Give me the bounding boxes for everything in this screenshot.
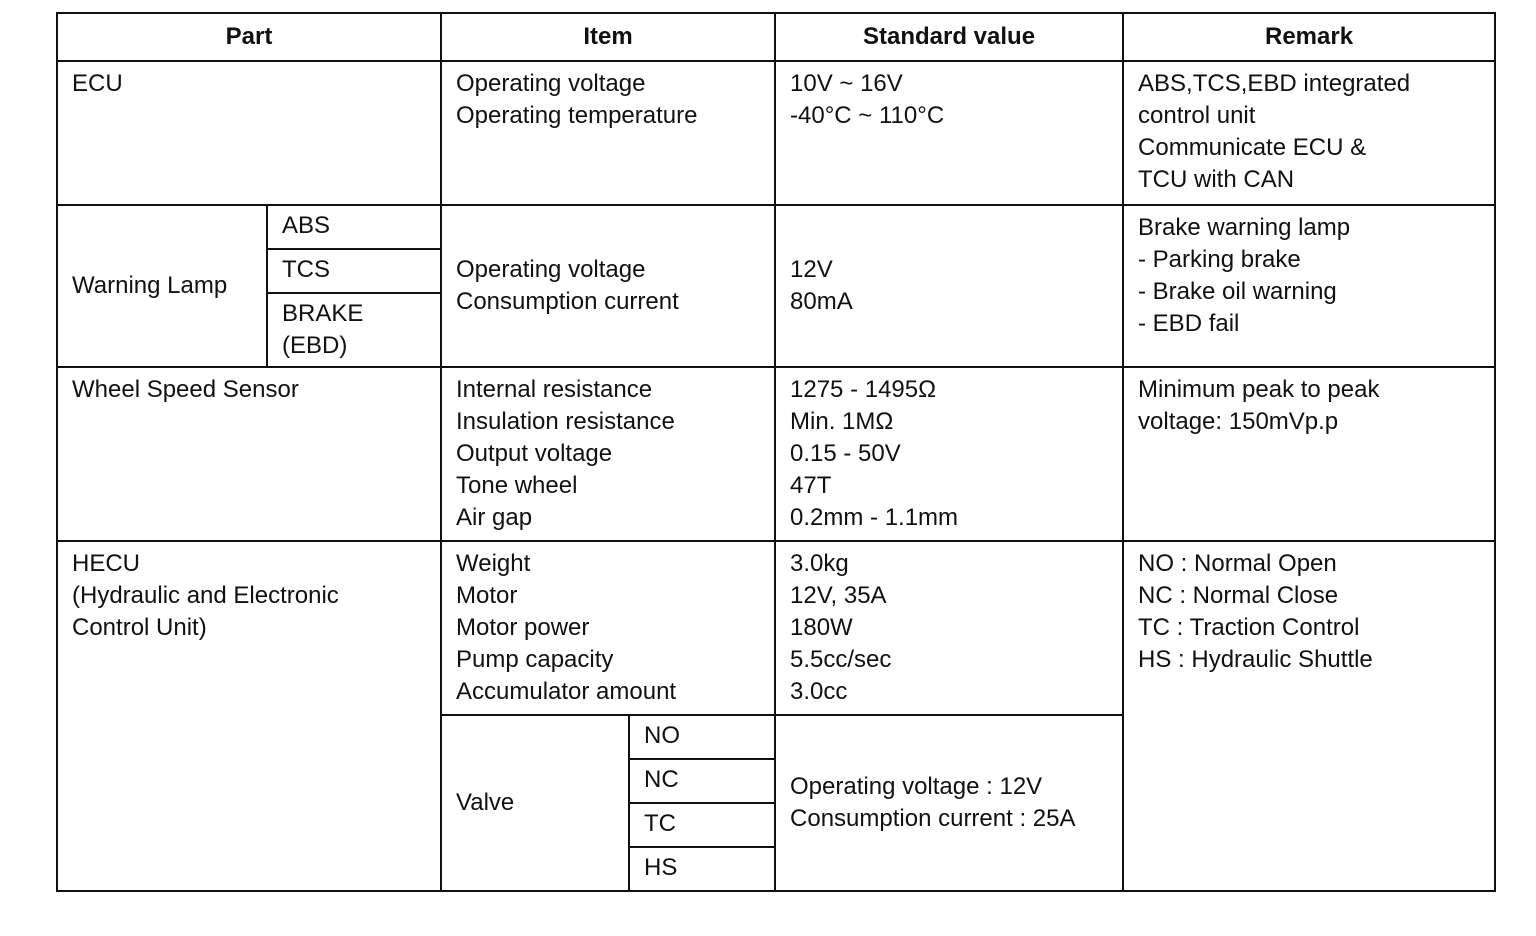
table-row-hecu	[57, 541, 1495, 715]
item-text: Weight	[456, 550, 531, 577]
sub-part-label: (EBD)	[282, 332, 348, 359]
remark-text: HS : Hydraulic Shuttle	[1138, 646, 1373, 673]
item-text: Pump capacity	[456, 646, 614, 673]
value-text: 10V ~ 16V	[790, 70, 903, 97]
item-text: Tone wheel	[456, 472, 578, 499]
valve-type-tc	[629, 803, 775, 847]
part-label: Warning Lamp	[72, 272, 228, 299]
part-cell-hecu	[57, 541, 441, 891]
remark-text: - Parking brake	[1138, 246, 1301, 273]
header-remark: Remark	[1123, 13, 1495, 61]
item-text: Accumulator amount	[456, 678, 677, 705]
item-text: Output voltage	[456, 440, 613, 467]
table-row-ecu	[57, 61, 1495, 205]
remark-text: NO : Normal Open	[1138, 550, 1337, 577]
item-text: Motor	[456, 582, 518, 609]
remark-cell-warning-lamp	[1123, 205, 1495, 367]
valve-label: Valve	[456, 789, 515, 816]
value-cell-hecu	[775, 541, 1123, 715]
remark-text: TCU with CAN	[1138, 166, 1295, 193]
remark-text: Communicate ECU &	[1138, 134, 1367, 161]
valve-type-nc	[629, 759, 775, 803]
valve-type-label: TC	[644, 810, 676, 837]
item-cell-wheel-speed-sensor	[441, 367, 775, 541]
header-standard-value: Standard value	[775, 13, 1123, 61]
value-text: 80mA	[790, 288, 853, 315]
item-text: Consumption current	[456, 288, 679, 315]
part-label: Control Unit)	[72, 614, 207, 641]
sub-part-label: TCS	[282, 256, 330, 283]
item-cell-hecu	[441, 541, 775, 715]
item-text: Operating voltage	[456, 70, 646, 97]
sub-part-label: BRAKE	[282, 300, 364, 327]
remark-cell-wheel-speed-sensor	[1123, 367, 1495, 541]
valve-type-label: NC	[644, 766, 679, 793]
part-label: Wheel Speed Sensor	[72, 376, 299, 403]
valve-type-label: HS	[644, 854, 678, 881]
value-text: 47T	[790, 472, 832, 499]
valve-type-hs	[629, 847, 775, 891]
sub-part-abs	[267, 205, 441, 249]
part-label: ECU	[72, 70, 123, 97]
part-cell-wheel-speed-sensor	[57, 367, 441, 541]
remark-text: control unit	[1138, 102, 1256, 129]
value-text: 3.0cc	[790, 678, 848, 705]
item-text: Operating temperature	[456, 102, 698, 129]
remark-text: Brake warning lamp	[1138, 214, 1351, 241]
value-cell-warning-lamp	[775, 205, 1123, 367]
value-text: 3.0kg	[790, 550, 849, 577]
remark-text: - EBD fail	[1138, 310, 1240, 337]
remark-text: ABS,TCS,EBD integrated	[1138, 70, 1411, 97]
sub-part-label: ABS	[282, 212, 331, 239]
value-text: 0.15 - 50V	[790, 440, 901, 467]
item-text: Air gap	[456, 504, 533, 531]
value-cell-ecu	[775, 61, 1123, 205]
item-text: Internal resistance	[456, 376, 653, 403]
specification-table	[56, 12, 1496, 892]
sub-part-tcs	[267, 249, 441, 293]
header-row	[57, 13, 1495, 61]
remark-text: NC : Normal Close	[1138, 582, 1339, 609]
remark-cell-hecu	[1123, 541, 1495, 891]
value-text: 1275 - 1495Ω	[790, 376, 937, 403]
header-part: Part	[57, 13, 441, 61]
value-cell-wheel-speed-sensor	[775, 367, 1123, 541]
valve-type-no	[629, 715, 775, 759]
part-cell-ecu	[57, 61, 441, 205]
table-row-wheel-speed-sensor	[57, 367, 1495, 541]
remark-cell-ecu	[1123, 61, 1495, 205]
value-text: -40°C ~ 110°C	[790, 102, 945, 129]
item-text: Operating voltage	[456, 256, 646, 283]
value-text: Min. 1MΩ	[790, 408, 894, 435]
part-cell-warning-lamp	[57, 205, 267, 367]
remark-text: - Brake oil warning	[1138, 278, 1337, 305]
valve-type-label: NO	[644, 722, 680, 749]
item-text: Motor power	[456, 614, 590, 641]
item-cell-warning-lamp	[441, 205, 775, 367]
remark-text: TC : Traction Control	[1138, 614, 1360, 641]
part-label: (Hydraulic and Electronic	[72, 582, 339, 609]
header-item: Item	[441, 13, 775, 61]
value-text: Operating voltage : 12V	[790, 773, 1043, 800]
part-label: HECU	[72, 550, 141, 577]
value-text: 0.2mm - 1.1mm	[790, 504, 959, 531]
value-text: 180W	[790, 614, 853, 641]
valve-value-cell	[775, 715, 1123, 891]
remark-text: voltage: 150mVp.p	[1138, 408, 1339, 435]
item-cell-ecu	[441, 61, 775, 205]
sub-part-brake	[267, 293, 441, 367]
value-text: 12V, 35A	[790, 582, 887, 609]
table-row-warning-lamp	[57, 205, 1495, 249]
item-text: Insulation resistance	[456, 408, 675, 435]
value-text: Consumption current : 25A	[790, 805, 1076, 832]
remark-text: Minimum peak to peak	[1138, 376, 1380, 403]
valve-label-cell	[441, 715, 629, 891]
value-text: 5.5cc/sec	[790, 646, 892, 673]
value-text: 12V	[790, 256, 833, 283]
